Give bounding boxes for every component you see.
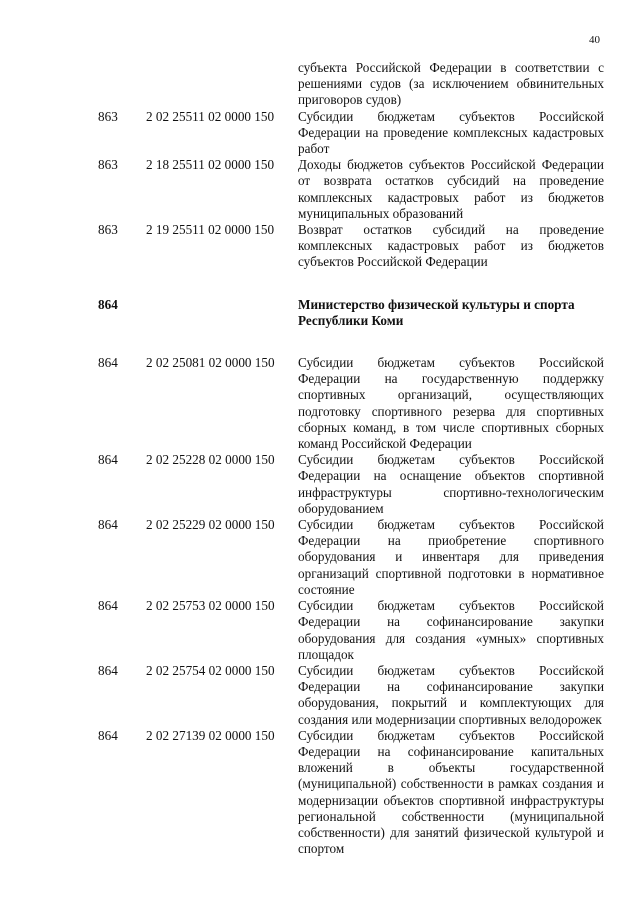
table-row	[98, 355, 604, 452]
description-cell: Субсидии бюджетам субъектов Российской Федерации на софинансирование закупки оборудования, покрытий и комплектующих для создания или модернизации спортивных велодорожек	[298, 662, 604, 727]
table-row	[98, 598, 604, 663]
admin-code-cell: 863	[98, 222, 118, 238]
kbk-code-cell: 2 02 25081 02 0000 150	[146, 355, 275, 371]
kbk-code-cell: 2 02 25753 02 0000 150	[146, 598, 275, 614]
admin-code-cell: 863	[98, 108, 118, 124]
admin-code-cell: 864	[98, 517, 118, 533]
description-cell: Субсидии бюджетам субъектов Российской Федерации на оснащение объектов спортивной инфраструктуры спортивно-технологическим оборудованием	[298, 452, 604, 516]
admin-code-cell: 864	[98, 296, 118, 312]
kbk-code-cell: 2 02 25511 02 0000 150	[146, 108, 275, 124]
admin-code-cell: 864	[98, 598, 118, 614]
description-cell: Субсидии бюджетам субъектов Российской Федерации на приобретение спортивного оборудования и инвентаря для приведения организаций спортивной подготовки в нормативное состояние	[298, 517, 604, 597]
admin-code-cell: 864	[98, 662, 118, 678]
admin-code-cell: 864	[98, 452, 118, 468]
description-cell: Субсидии бюджетам субъектов Российской Федерации на государственную поддержку спортивных организаций, осуществляющих подготовку спортивного резерва для спортивных сборных команд, в том числе спортивных сборных команд Российской Федерации	[298, 355, 604, 452]
table-row	[98, 222, 604, 271]
admin-code-cell: 863	[98, 157, 118, 173]
description-cell: Возврат остатков субсидий на проведение комплексных кадастровых работ из бюджетов субъектов Российской Федерации	[298, 222, 604, 270]
kbk-code-cell: 2 02 25754 02 0000 150	[146, 662, 275, 678]
description-cell: Субсидии бюджетам субъектов Российской Федерации на софинансирование закупки оборудования для создания «умных» спортивных площадок	[298, 598, 604, 662]
table-row	[98, 157, 604, 222]
admin-code-cell: 864	[98, 727, 118, 743]
table-row-continuation	[98, 60, 604, 109]
page-number: 40	[589, 34, 600, 46]
table-row	[98, 663, 604, 728]
kbk-code-cell: 2 18 25511 02 0000 150	[146, 157, 275, 173]
revenue-classification-table	[98, 60, 604, 857]
table-row	[98, 452, 604, 517]
admin-code-cell: 864	[98, 355, 118, 371]
table-row	[98, 517, 604, 598]
description-cell: Субсидии бюджетам субъектов Российской Федерации на проведение комплексных кадастровых работ	[298, 108, 604, 157]
kbk-code-cell: 2 02 25228 02 0000 150	[146, 452, 275, 468]
table-row	[98, 109, 604, 158]
kbk-code-cell: 2 02 25229 02 0000 150	[146, 517, 275, 533]
description-cell: Доходы бюджетов субъектов Российской Федерации от возврата остатков субсидий на проведение комплексных кадастровых работ из бюджетов муниципальных образований	[298, 157, 604, 221]
kbk-code-cell: 2 02 27139 02 0000 150	[146, 727, 275, 743]
section-heading: Министерство физической культуры и спорта Республики Коми	[298, 296, 575, 328]
description-cell: Субсидии бюджетам субъектов Российской Федерации на софинансирование капитальных вложений в объекты государственной (муниципальной) собственности в рамках создания и модернизации объектов спортивной инфраструктуры региональной собственности (муниципальной собственности) для занятий физической культурой и спортом	[298, 727, 604, 857]
section-heading-row	[98, 297, 604, 329]
description-cell: субъекта Российской Федерации в соответствии с решениями судов (за исключением обвинительных приговоров судов)	[298, 60, 604, 108]
kbk-code-cell: 2 19 25511 02 0000 150	[146, 222, 275, 238]
table-row	[98, 728, 604, 858]
